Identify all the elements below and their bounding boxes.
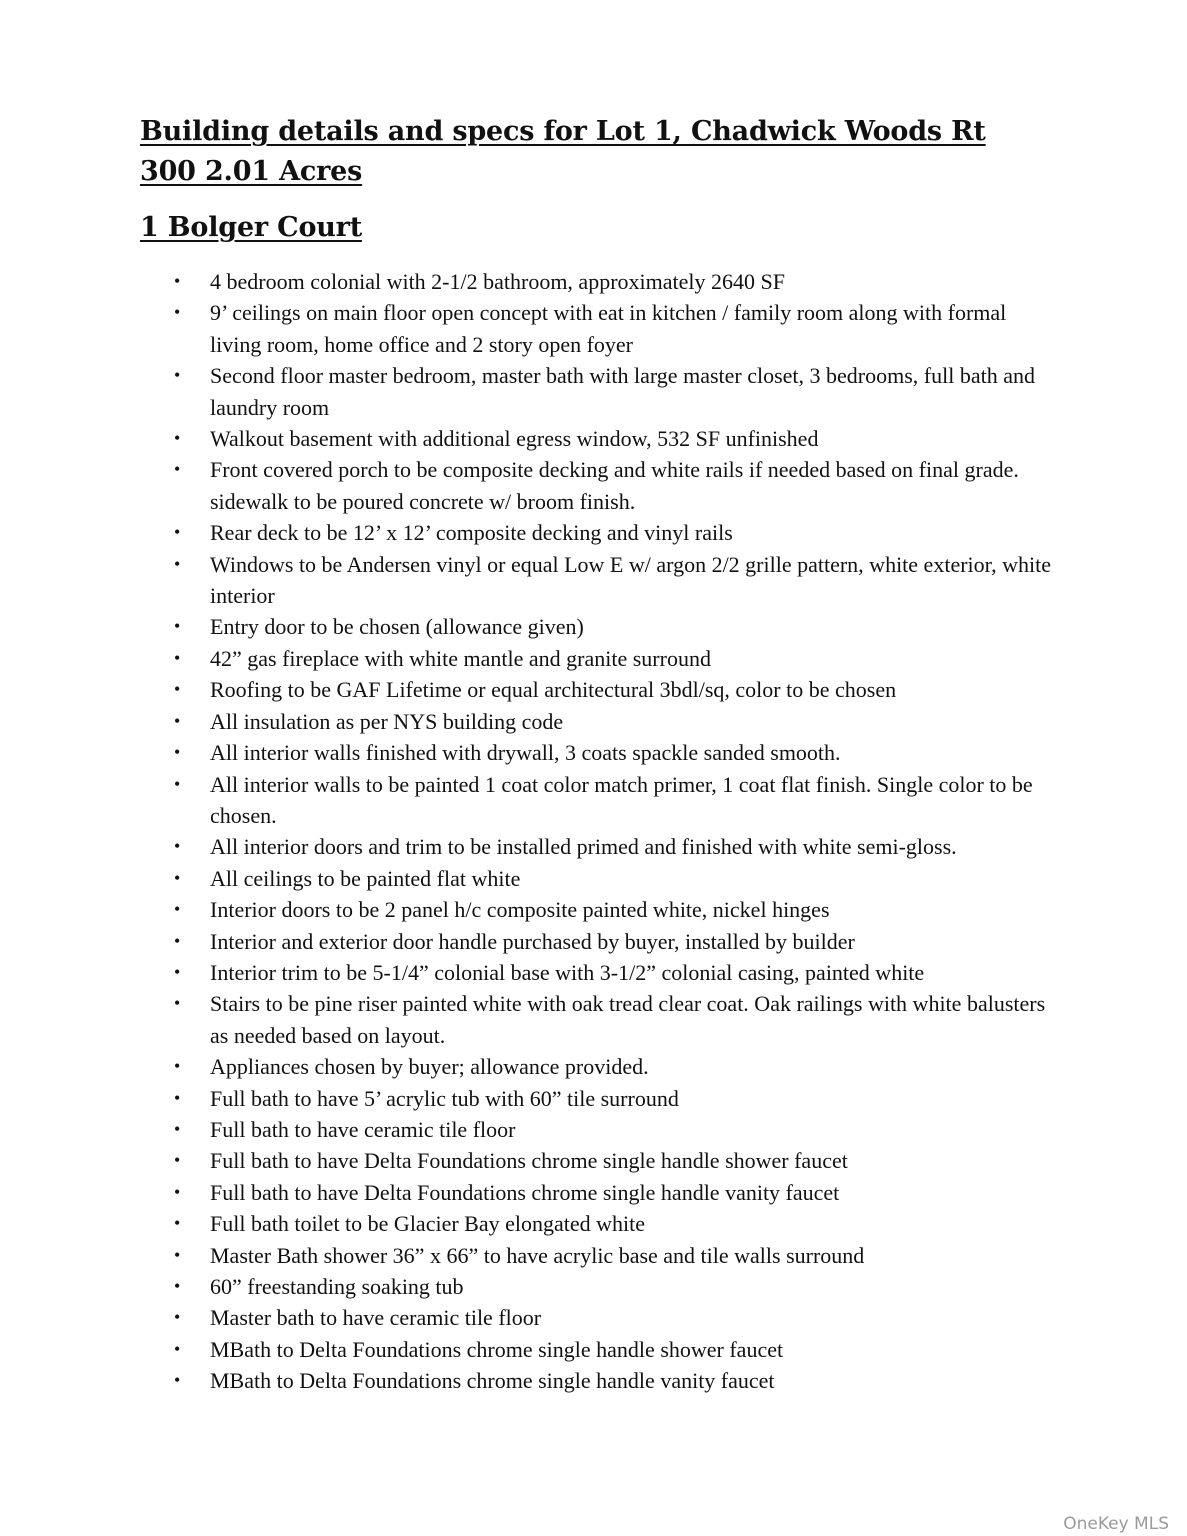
list-item-text: Full bath to have Delta Foundations chrome single handle shower faucet	[210, 1148, 848, 1174]
bullet-icon: •	[174, 899, 181, 920]
list-item	[140, 1083, 1060, 1114]
bullet-icon: •	[174, 365, 181, 386]
list-item	[140, 863, 1060, 894]
list-item-text: Interior and exterior door handle purchased by buyer, installed by builder	[210, 928, 855, 954]
list-item	[140, 1302, 1060, 1333]
watermark-logo: OneKey MLS	[1063, 1514, 1169, 1534]
bullet-icon: •	[174, 930, 181, 951]
list-item-text: Entry door to be chosen (allowance given)	[210, 614, 584, 640]
list-item-text: MBath to Delta Foundations chrome single handle vanity faucet	[210, 1368, 775, 1394]
list-item	[140, 423, 1060, 454]
bullet-icon: •	[174, 428, 181, 449]
list-item-text: 42” gas fireplace with white mantle and granite surround	[210, 645, 711, 671]
bullet-icon: •	[174, 710, 181, 731]
bullet-icon: •	[174, 867, 181, 888]
list-item	[140, 1334, 1060, 1365]
list-item	[140, 297, 1060, 360]
bullet-icon: •	[174, 522, 181, 543]
list-item	[140, 1114, 1060, 1145]
bullet-icon: •	[174, 271, 181, 291]
list-item	[140, 988, 1060, 1051]
bullet-icon: •	[174, 302, 181, 323]
bullet-icon: •	[174, 459, 181, 480]
list-item-text: Full bath to have Delta Foundations chrome single handle vanity faucet	[210, 1179, 840, 1205]
list-item	[140, 737, 1060, 768]
list-item-text: Appliances chosen by buyer; allowance provided.	[210, 1054, 649, 1080]
list-item	[140, 1365, 1060, 1396]
document-subtitle: 1 Bolger Court	[140, 212, 362, 243]
list-item-text: Stairs to be pine riser painted white with oak tread clear coat. Oak railings with white balusters as needed based on layout.	[210, 991, 1046, 1048]
document-title: Building details and specs for Lot 1, Chadwick Woods Rt 300 2.01 Acres	[140, 116, 986, 187]
bullet-icon: •	[174, 1181, 181, 1202]
list-item-text: MBath to Delta Foundations chrome single handle shower faucet	[210, 1336, 784, 1362]
list-item	[140, 454, 1060, 517]
list-item	[140, 549, 1060, 612]
list-item	[140, 1240, 1060, 1271]
list-item-text: All ceilings to be painted flat white	[210, 865, 521, 891]
bullet-icon: •	[174, 1056, 181, 1077]
list-item-text: 4 bedroom colonial with 2-1/2 bathroom, approximately 2640 SF	[210, 269, 785, 294]
list-item	[140, 1177, 1060, 1208]
list-item-text: Interior doors to be 2 panel h/c composite painted white, nickel hinges	[210, 897, 830, 923]
list-item-text: 9’ ceilings on main floor open concept with eat in kitchen / family room along with formal living room, home office and 2 story open foyer	[210, 300, 1007, 357]
list-item-text: Full bath to have ceramic tile floor	[210, 1116, 516, 1142]
bullet-icon: •	[174, 773, 181, 794]
bullet-icon: •	[174, 1087, 181, 1108]
bullet-icon: •	[174, 616, 181, 637]
list-item-text: Walkout basement with additional egress window, 532 SF unfinished	[210, 426, 819, 452]
list-item-text: Full bath toilet to be Glacier Bay elongated white	[210, 1211, 645, 1237]
list-item-text: Interior trim to be 5-1/4” colonial base with 3-1/2” colonial casing, painted white	[210, 959, 925, 985]
list-item	[140, 1208, 1060, 1239]
list-item-text: Master bath to have ceramic tile floor	[210, 1305, 542, 1331]
bullet-icon: •	[174, 1213, 181, 1234]
list-item-text: Master Bath shower 36” x 66” to have acrylic base and tile walls surround	[210, 1242, 865, 1268]
list-item	[140, 517, 1060, 548]
list-item	[140, 266, 1060, 297]
list-item-text: Windows to be Andersen vinyl or equal Low E w/ argon 2/2 grille pattern, white exterior, white interior	[210, 551, 1051, 609]
list-item	[140, 831, 1060, 862]
list-item	[140, 706, 1060, 737]
list-item-text: All interior walls to be painted 1 coat color match primer, 1 coat flat finish. Single color to be chosen.	[210, 771, 1033, 828]
list-item	[140, 769, 1060, 832]
list-item	[140, 1145, 1060, 1176]
list-item-text: All insulation as per NYS building code	[210, 708, 564, 734]
list-item	[140, 957, 1060, 988]
list-item-text: Second floor master bedroom, master bath with large master closet, 3 bedrooms, full bath and laundry room	[210, 363, 1035, 420]
list-item	[140, 611, 1060, 642]
bullet-icon: •	[174, 836, 181, 857]
list-item	[140, 926, 1060, 957]
list-item-text: Front covered porch to be composite decking and white rails if needed based on final grade. sidewalk to be poured concrete w/ broom finish.	[210, 457, 1019, 514]
list-item-text: 60” freestanding soaking tub	[210, 1274, 464, 1299]
list-item	[140, 674, 1060, 705]
list-item-text: Rear deck to be 12’ x 12’ composite decking and vinyl rails	[210, 520, 733, 546]
list-item	[140, 1271, 1060, 1302]
bullet-icon: •	[174, 1276, 181, 1296]
bullet-icon: •	[174, 1244, 181, 1265]
bullet-icon: •	[174, 1338, 181, 1359]
bullet-icon: •	[174, 1370, 181, 1391]
list-item-text: Full bath to have 5’ acrylic tub with 60” tile surround	[210, 1085, 679, 1111]
bullet-icon: •	[174, 679, 181, 700]
bullet-icon: •	[174, 742, 181, 763]
bullet-icon: •	[174, 1307, 181, 1328]
list-item-text: Roofing to be GAF Lifetime or equal architectural 3bdl/sq, color to be chosen	[210, 677, 897, 703]
bullet-icon: •	[174, 961, 181, 982]
bullet-icon: •	[174, 1118, 181, 1139]
bullet-icon: •	[174, 647, 181, 668]
bullet-icon: •	[174, 553, 181, 574]
document-page	[140, 112, 1060, 1397]
list-item	[140, 1051, 1060, 1082]
list-item	[140, 894, 1060, 925]
bullet-icon: •	[174, 1150, 181, 1171]
list-item-text: All interior doors and trim to be installed primed and finished with white semi-gloss.	[210, 834, 957, 860]
list-item	[140, 360, 1060, 423]
bullet-icon: •	[174, 993, 181, 1014]
list-item	[140, 643, 1060, 674]
list-item-text: All interior walls finished with drywall, 3 coats spackle sanded smooth.	[210, 740, 841, 766]
specs-list	[140, 266, 1060, 1397]
